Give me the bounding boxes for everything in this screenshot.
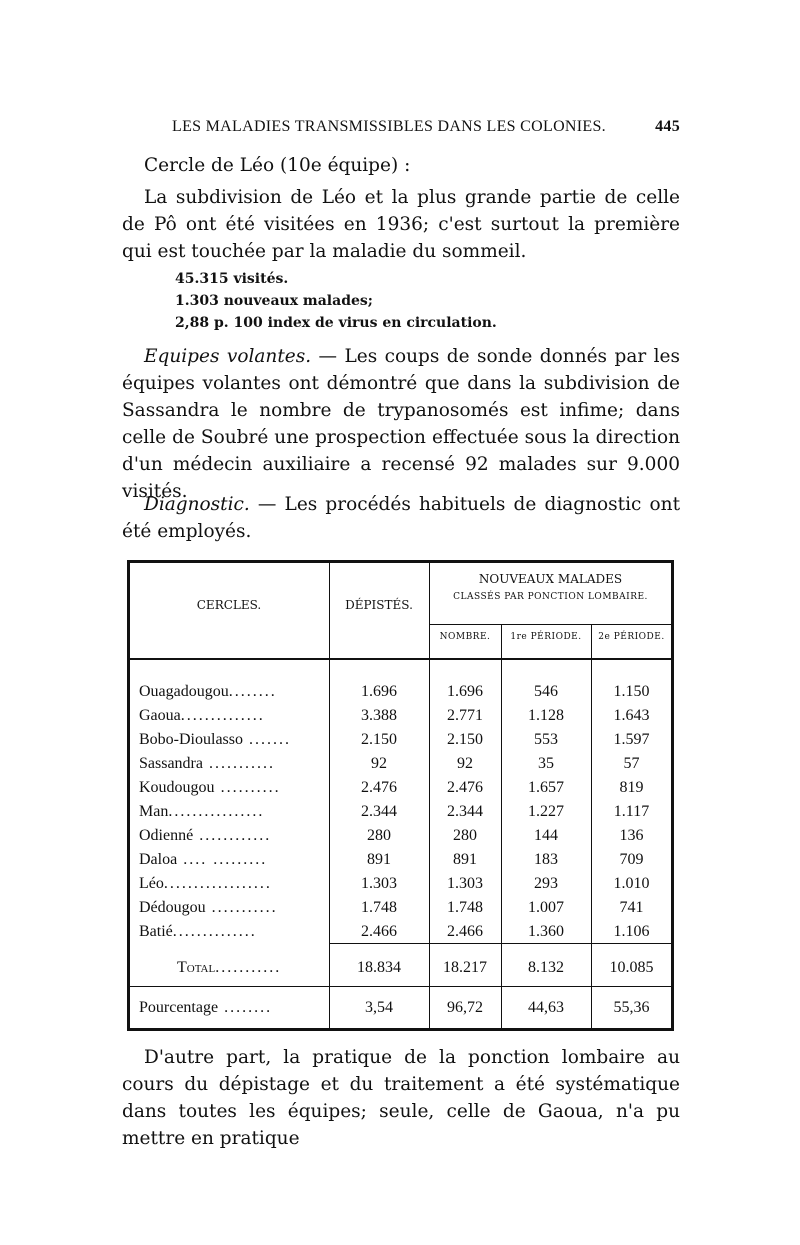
statistics-table — [127, 560, 674, 1031]
header-nombre: NOMBRE. — [439, 632, 491, 642]
stat-nouveaux-malades: 1.303 nouveaux malades; — [175, 293, 373, 309]
table-row: Man................ 2.344 2.344 1.227 1.117 — [139, 803, 650, 820]
paragraph-leo: La subdivision de Léo et la plus grande partie de celle de Pô ont été visitées en 1936; c'est surtout la première qui est touchée par la maladie du sommeil. — [122, 187, 680, 262]
table-row: Batié.............. 2.466 2.466 1.360 1.106 — [139, 923, 650, 940]
table-row: Bobo-Dioulasso ....... 2.150 2.150 553 1.597 — [139, 731, 650, 748]
header-periode-2: 2e PÉRIODE. — [598, 632, 665, 642]
table-row: Gaoua.............. 3.388 2.771 1.128 1.643 — [139, 707, 650, 724]
running-title: LES MALADIES TRANSMISSIBLES DANS LES COLONIES. — [172, 118, 606, 135]
page-number: 445 — [655, 118, 680, 135]
header-nouveaux-malades: NOUVEAUX MALADES — [478, 572, 623, 586]
header-depistes: DÉPISTÉS. — [345, 598, 413, 612]
header-classes: CLASSÉS PAR PONCTION LOMBAIRE. — [453, 592, 648, 602]
table-row: Léo.................. 1.303 1.303 293 1.010 — [139, 875, 650, 892]
total-row: Total........... 18.834 18.217 8.132 10.085 — [177, 959, 654, 976]
paragraph-equipes-volantes: Equipes volantes. — Les coups de sonde donnés par les équipes volantes ont démontré que dans la subdivision de Sassandra le nombre de trypanosomés est infime; dans celle de Soubré une prospection effectuée sous la direction d'un médecin auxiliaire a recensé 92 malades sur 9.000 visités. — [122, 346, 680, 502]
table-row: Odienné ............ 280 280 144 136 — [139, 827, 644, 844]
table-row: Koudougou .......... 2.476 2.476 1.657 819 — [139, 779, 644, 796]
section-heading-leo: Cercle de Léo (10e équipe) : — [144, 155, 411, 176]
header-cercles: CERCLES. — [196, 598, 262, 612]
table-row: Sassandra ........... 92 92 35 57 — [139, 755, 640, 772]
table-row: Daloa .... ......... 891 891 183 709 — [139, 851, 644, 868]
stat-index-virus: 2,88 p. 100 index de virus en circulation. — [175, 315, 497, 331]
table-row: Ouagadougou........ 1.696 1.696 546 1.150 — [139, 683, 650, 700]
paragraph-diagnostic: Diagnostic. — Les procédés habituels de diagnostic ont été employés. — [122, 494, 680, 542]
percentage-row: Pourcentage ........ 3,54 96,72 44,63 55,36 — [139, 999, 650, 1016]
equipes-volantes-lead: Equipes volantes. — [144, 346, 312, 367]
header-periode-1: 1re PÉRIODE. — [510, 632, 582, 642]
leo-statistics — [175, 268, 497, 334]
table-row: Dédougou ........... 1.748 1.748 1.007 741 — [139, 899, 644, 916]
diagnostic-lead: Diagnostic. — [144, 494, 250, 515]
closing-paragraph: D'autre part, la pratique de la ponction lombaire au cours du dépistage et du traitement a été systématique dans toutes les équipes; seule, celle de Gaoua, n'a pu mettre en pratique — [122, 1047, 680, 1149]
stat-visites: 45.315 visités. — [175, 271, 289, 287]
